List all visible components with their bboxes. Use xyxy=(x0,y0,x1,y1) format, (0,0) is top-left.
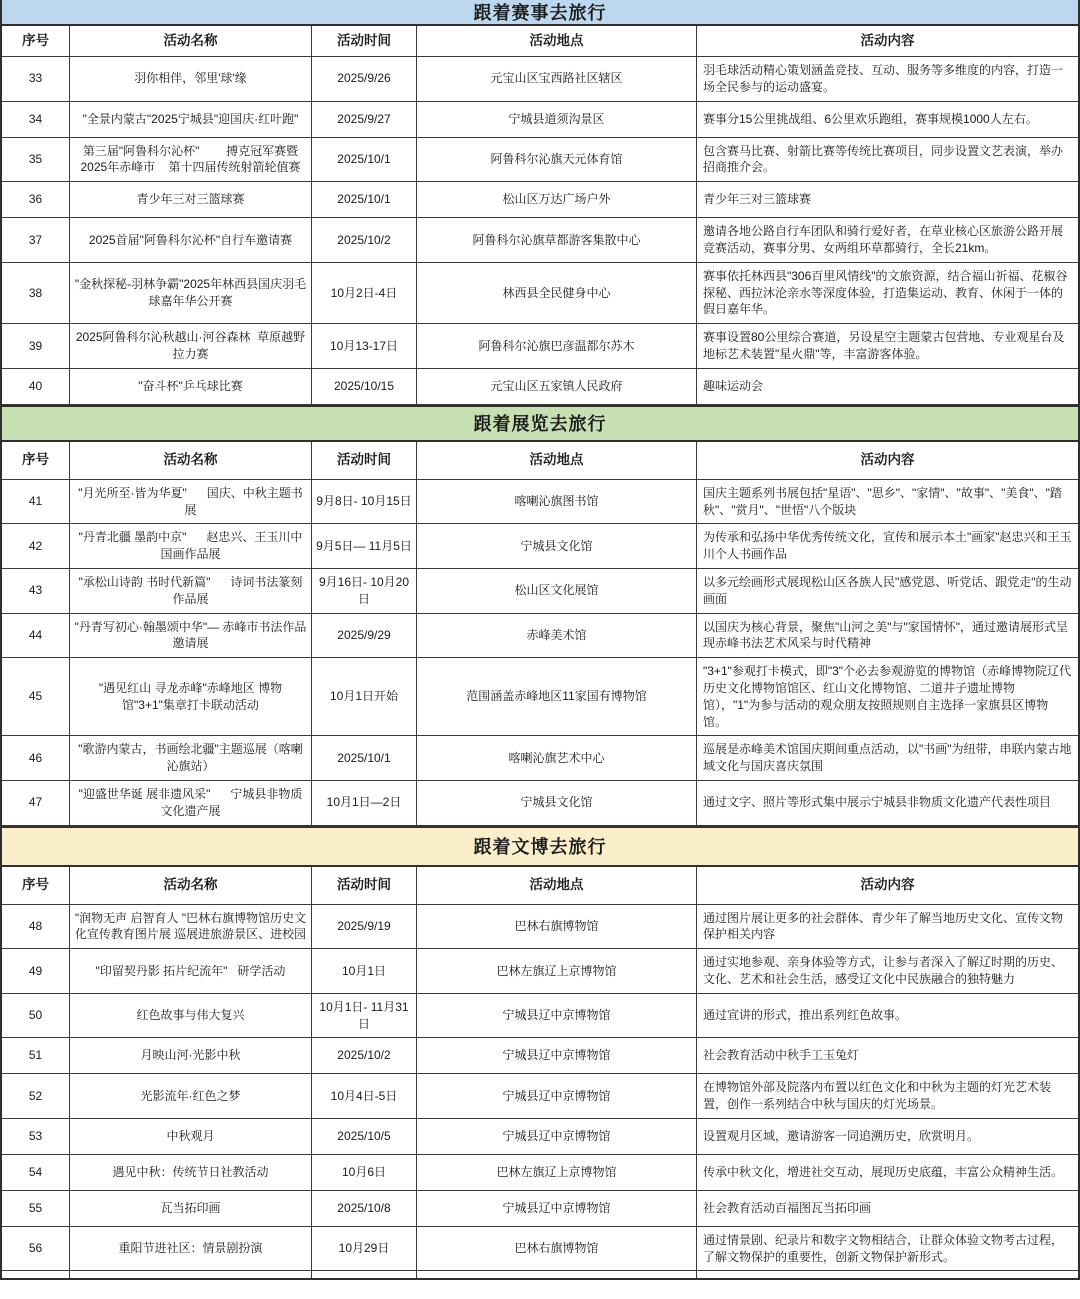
partial-cell xyxy=(2,1271,70,1278)
partial-cell xyxy=(417,1271,697,1278)
cell-serial-number: 36 xyxy=(2,182,70,217)
cell-activity-content: 巡展是赤峰美术馆国庆期间重点活动，以"书画"为纽带，串联内蒙古地域文化与国庆喜庆氛围 xyxy=(703,742,1072,774)
cell-activity-location: 范围涵盖赤峰地区11家国有博物馆 xyxy=(417,658,697,735)
cell-activity-content: 赛事依托林西县"306百里风情线"的文旅资源，结合福山祈福、花椒谷探秘、西拉沐沦亲水等深度体验，打造集运动、教育、休闲于一体的假日嘉年华。 xyxy=(703,268,1068,317)
table-row xyxy=(2,1038,1078,1074)
cell-serial-number: 52 xyxy=(2,1074,70,1118)
cell-activity-time: 2025/10/1 xyxy=(312,138,417,182)
cell-activity-time: 10月6日 xyxy=(312,1155,417,1190)
cell-activity-content: 以国庆为核心背景，聚焦"山河之美"与"家国情怀"，通过邀请展形式呈现赤峰书法艺术风采与时代精神 xyxy=(703,619,1069,651)
cell-serial-number: 34 xyxy=(2,102,70,137)
section-1 xyxy=(2,0,1078,405)
cell-activity-location: 林西县全民健身中心 xyxy=(417,263,697,323)
cell-activity-name: 2025首届"阿鲁科尔沁杯"自行车邀请赛 xyxy=(70,218,312,262)
cell-activity-time: 10月1日 xyxy=(312,949,417,993)
cell-activity-content: 为传承和弘扬中华优秀传统文化，宣传和展示本土"画家"赵忠兴和王玉川个人书画作品 xyxy=(703,530,1072,562)
table-row xyxy=(2,138,1078,183)
table-row xyxy=(2,781,1078,826)
cell-activity-content: 包含赛马比赛、射箭比赛等传统比赛项目，同步设置文艺表演，举办招商推介会。 xyxy=(703,143,1064,175)
column-header: 活动内容 xyxy=(860,451,915,467)
cell-activity-name: 遇见中秋：传统节日社教活动 xyxy=(70,1155,312,1190)
cell-serial-number: 35 xyxy=(2,138,70,182)
cell-activity-location: 巴林右旗博物馆 xyxy=(417,1227,697,1271)
cell-serial-number: 50 xyxy=(2,994,70,1038)
column-header: 活动地点 xyxy=(417,26,697,56)
table-row xyxy=(2,994,1078,1039)
cell-activity-location: 阿鲁科尔沁旗天元体育馆 xyxy=(417,138,697,182)
table-header-row xyxy=(2,867,1078,905)
cell-activity-content: 传承中秋文化，增进社交互动，展现历史底蕴，丰富公众精神生活。 xyxy=(703,1164,1064,1179)
table-row xyxy=(2,369,1078,405)
cell-activity-time: 9月16日- 10月20日 xyxy=(312,569,417,613)
partial-cell xyxy=(697,1271,1078,1278)
table-row xyxy=(2,102,1078,138)
cell-activity-name: "丹青写初心·翰墨颂中华"— 赤峰市书法作品邀请展 xyxy=(70,614,312,658)
column-header: 活动内容 xyxy=(860,32,915,48)
cell-activity-location: 宁城县辽中京博物馆 xyxy=(417,1119,697,1154)
table-row xyxy=(2,658,1078,736)
cell-activity-time: 2025/9/29 xyxy=(312,614,417,658)
section-title: 跟着文博去旅行 xyxy=(2,826,1078,867)
cell-activity-name: 第三届"阿鲁科尔沁杯" 搏克冠军赛暨2025年赤峰市 第十四届传统射箭轮值赛 xyxy=(70,138,312,182)
cell-activity-content: 趣味运动会 xyxy=(703,378,764,393)
section-title: 跟着展览去旅行 xyxy=(2,405,1078,442)
cell-activity-name: 中秋观月 xyxy=(70,1119,312,1154)
column-header: 活动名称 xyxy=(70,867,312,904)
cell-serial-number: 42 xyxy=(2,524,70,568)
cell-activity-name: "承松山诗韵 书时代新篇" 诗词书法篆刻作品展 xyxy=(70,569,312,613)
cell-activity-location: 宁城县文化馆 xyxy=(417,781,697,825)
table-row xyxy=(2,1191,1078,1227)
cell-activity-time: 10月29日 xyxy=(312,1227,417,1271)
cell-activity-location: 巴林左旗辽上京博物馆 xyxy=(417,949,697,993)
cell-activity-time: 2025/10/1 xyxy=(312,182,417,217)
cell-activity-time: 10月4日-5日 xyxy=(312,1074,417,1118)
cell-serial-number: 38 xyxy=(2,263,70,323)
cell-serial-number: 37 xyxy=(2,218,70,262)
cell-serial-number: 41 xyxy=(2,480,70,524)
table-row xyxy=(2,949,1078,994)
cell-activity-content: 以多元绘画形式展现松山区各族人民"感党恩、听党话、跟党走"的生动画面 xyxy=(703,574,1072,606)
cell-activity-time: 9月8日- 10月15日 xyxy=(312,480,417,524)
table-row xyxy=(2,324,1078,369)
cell-activity-location: 元宝山区宝西路社区辖区 xyxy=(417,57,697,101)
table-row xyxy=(2,905,1078,950)
table-row xyxy=(2,736,1078,781)
column-header: 活动时间 xyxy=(312,26,417,56)
table-row xyxy=(2,480,1078,525)
cell-serial-number: 40 xyxy=(2,369,70,404)
cell-activity-name: 青少年三对三篮球赛 xyxy=(70,182,312,217)
cell-activity-time: 2025/10/2 xyxy=(312,218,417,262)
cell-serial-number: 43 xyxy=(2,569,70,613)
table-row xyxy=(2,182,1078,218)
cell-activity-location: 赤峰美术馆 xyxy=(417,614,697,658)
cell-serial-number: 39 xyxy=(2,324,70,368)
cell-activity-location: 巴林左旗辽上京博物馆 xyxy=(417,1155,697,1190)
cell-serial-number: 48 xyxy=(2,905,70,949)
cell-activity-name: "迎盛世华诞 展非遗风采" 宁城县非物质文化遗产展 xyxy=(70,781,312,825)
cell-activity-location: 松山区文化展馆 xyxy=(417,569,697,613)
cell-activity-time: 10月1日- 11月31日 xyxy=(312,994,417,1038)
column-header: 序号 xyxy=(2,26,70,56)
cell-activity-location: 宁城县辽中京博物馆 xyxy=(417,1038,697,1073)
cell-activity-content: 青少年三对三篮球赛 xyxy=(703,192,812,207)
cell-activity-name: 瓦当拓印画 xyxy=(70,1191,312,1226)
cell-activity-name: 羽你相伴，邻里'球'缘 xyxy=(70,57,312,101)
cell-activity-content: 国庆主题系列书展包括"星语"、"思乡"、"家情"、"故事"、"美食"、"踏秋"、"赏月"、"世悟"八个版块 xyxy=(703,485,1062,517)
cell-activity-time: 2025/9/27 xyxy=(312,102,417,137)
cell-serial-number: 44 xyxy=(2,614,70,658)
cell-serial-number: 45 xyxy=(2,658,70,735)
cell-activity-content: 通过图片展让更多的社会群体、青少年了解当地历史文化、宣传文物保护相关内容 xyxy=(703,910,1064,942)
cell-serial-number: 56 xyxy=(2,1227,70,1271)
table-header-row xyxy=(2,26,1078,57)
cell-serial-number: 54 xyxy=(2,1155,70,1190)
table-row xyxy=(2,569,1078,614)
cell-activity-content: 社会教育活动中秋手工玉兔灯 xyxy=(703,1048,860,1063)
column-header: 活动地点 xyxy=(417,442,697,479)
cell-activity-content: 羽毛球活动精心策划涵盖竞技、互动、服务等多维度的内容，打造一场全民参与的运动盛宴。 xyxy=(703,63,1064,94)
cell-activity-location: 元宝山区五家镇人民政府 xyxy=(417,369,697,404)
cell-activity-name: 重阳节进社区：情景剧扮演 xyxy=(70,1227,312,1271)
cell-activity-content: 通过实地参观、亲身体验等方式，让参与者深入了解辽时期的历史、文化、艺术和社会生活，感受辽文化中民族融合的独特魅力 xyxy=(703,955,1064,986)
cell-activity-name: "印留契丹影 拓片纪流年" 研学活动 xyxy=(70,949,312,993)
cell-activity-name: "歌游内蒙古，书画绘北疆"主题巡展（喀喇沁旗站） xyxy=(70,736,312,780)
cell-activity-content: 邀请各地公路自行车团队和骑行爱好者，在草业核心区旅游公路开展竞赛活动，赛事分男、女两组环草都骑行，全长21km。 xyxy=(703,224,1064,255)
cell-serial-number: 33 xyxy=(2,57,70,101)
cell-activity-location: 阿鲁科尔沁旗草都游客集散中心 xyxy=(417,218,697,262)
cell-activity-content: 在博物馆外部及院落内布置以红色文化和中秋为主题的灯光艺术装置，创作一系列结合中秋与国庆的灯光场景。 xyxy=(703,1080,1052,1112)
partial-cell xyxy=(70,1271,312,1278)
cell-activity-time: 2025/9/26 xyxy=(312,57,417,101)
cell-activity-location: 喀喇沁旗图书馆 xyxy=(417,480,697,524)
cell-activity-content: "3+1"参观打卡模式，即"3"个必去参观游览的博物馆（赤峰博物院辽代历史文化博物馆馆区、红山文化博物馆、二道井子遗址博物馆），"1"为参与活动的观众朋友按照规则自主选择一家旗县区博物馆。 xyxy=(703,664,1072,729)
cell-activity-name: 红色故事与伟大复兴 xyxy=(70,994,312,1038)
cell-activity-time: 10月1日开始 xyxy=(312,658,417,735)
table-row xyxy=(2,1227,1078,1272)
cell-serial-number: 51 xyxy=(2,1038,70,1073)
table-row xyxy=(2,1119,1078,1155)
cell-activity-content: 通过文字、照片等形式集中展示宁城县非物质文化遗产代表性项目 xyxy=(703,795,1052,810)
cell-activity-time: 2025/10/2 xyxy=(312,1038,417,1073)
cell-activity-content: 社会教育活动百福图瓦当拓印画 xyxy=(703,1200,872,1215)
cell-activity-name: "遇见红山 寻龙赤峰"赤峰地区 博物馆"3+1"集章打卡联动活动 xyxy=(70,658,312,735)
cell-activity-time: 2025/10/8 xyxy=(312,1191,417,1226)
section-2 xyxy=(2,405,1078,826)
cell-activity-location: 松山区万达广场户外 xyxy=(417,182,697,217)
cell-activity-name: 月映山河·光影中秋 xyxy=(70,1038,312,1073)
cell-activity-location: 宁城县辽中京博物馆 xyxy=(417,994,697,1038)
column-header: 序号 xyxy=(2,867,70,904)
cell-activity-content: 赛事分15公里挑战组、6公里欢乐跑组，赛事规模1000人左右。 xyxy=(703,111,1038,126)
cell-activity-name: "金秋探秘-羽林争霸"2025年林西县国庆羽毛球嘉年华公开赛 xyxy=(70,263,312,323)
cell-activity-time: 10月2日-4日 xyxy=(312,263,417,323)
table-row xyxy=(2,524,1078,569)
cell-activity-time: 10月1日—2日 xyxy=(312,781,417,825)
cell-activity-time: 2025/10/1 xyxy=(312,736,417,780)
section-3 xyxy=(2,826,1078,1272)
cell-activity-name: 2025阿鲁科尔沁秋越山·河谷森林 草原越野拉力赛 xyxy=(70,324,312,368)
table-header-row xyxy=(2,442,1078,480)
column-header: 活动时间 xyxy=(312,867,417,904)
column-header: 活动内容 xyxy=(860,876,915,892)
cell-activity-name: "全景内蒙古"2025宁城县"迎国庆·红叶跑" xyxy=(70,102,312,137)
partial-next-row xyxy=(2,1271,1078,1278)
cell-serial-number: 55 xyxy=(2,1191,70,1226)
cell-serial-number: 53 xyxy=(2,1119,70,1154)
table-row xyxy=(2,218,1078,263)
cell-activity-time: 2025/10/15 xyxy=(312,369,417,404)
cell-activity-name: 光影流年·红色之梦 xyxy=(70,1074,312,1118)
section-title: 跟着赛事去旅行 xyxy=(2,0,1078,26)
table-row xyxy=(2,57,1078,102)
cell-activity-time: 10月13-17日 xyxy=(312,324,417,368)
cell-activity-name: "丹青北疆 墨韵中京" 赵忠兴、王玉川中国画作品展 xyxy=(70,524,312,568)
cell-activity-content: 通过情景剧、纪录片和数字文物相结合，让群众体验文物考古过程，了解文物保护的重要性，创新文物保护新形式。 xyxy=(703,1232,1064,1264)
cell-activity-location: 宁城县辽中京博物馆 xyxy=(417,1074,697,1118)
table-row xyxy=(2,614,1078,659)
cell-activity-location: 宁城县辽中京博物馆 xyxy=(417,1191,697,1226)
cell-activity-location: 宁城县文化馆 xyxy=(417,524,697,568)
column-header: 活动时间 xyxy=(312,442,417,479)
cell-activity-name: "奋斗杯"乒乓球比赛 xyxy=(70,369,312,404)
column-header: 序号 xyxy=(2,442,70,479)
cell-activity-content: 通过宣讲的形式，推出系列红色故事。 xyxy=(703,1008,908,1023)
cell-serial-number: 46 xyxy=(2,736,70,780)
cell-activity-name: "润物无声 启智育人 "巴林右旗博物馆历史文化宣传教育图片展 巡展进旅游景区、进校园 xyxy=(70,905,312,949)
cell-activity-name: "月光所至·皆为华夏" 国庆、中秋主题书展 xyxy=(70,480,312,524)
cell-serial-number: 47 xyxy=(2,781,70,825)
table-row xyxy=(2,263,1078,324)
cell-activity-location: 宁城县道须沟景区 xyxy=(417,102,697,137)
table-row xyxy=(2,1074,1078,1119)
cell-activity-time: 9月5日— 11月5日 xyxy=(312,524,417,568)
cell-activity-location: 巴林右旗博物馆 xyxy=(417,905,697,949)
cell-activity-time: 2025/10/5 xyxy=(312,1119,417,1154)
table-row xyxy=(2,1155,1078,1191)
cell-activity-location: 喀喇沁旗艺术中心 xyxy=(417,736,697,780)
partial-cell xyxy=(312,1271,417,1278)
column-header: 活动名称 xyxy=(70,442,312,479)
cell-activity-content: 赛事设置80公里综合赛道，另设星空主题蒙古包营地、专业观星台及地标艺术装置"星火鼎"等，丰富游客体验。 xyxy=(703,330,1065,361)
cell-activity-time: 2025/9/19 xyxy=(312,905,417,949)
cell-activity-location: 阿鲁科尔沁旗巴彦温都尔苏木 xyxy=(417,324,697,368)
column-header: 活动地点 xyxy=(417,867,697,904)
cell-activity-content: 设置观月区域，邀请游客一同追溯历史，欣赏明月。 xyxy=(703,1128,980,1143)
column-header: 活动名称 xyxy=(70,26,312,56)
cell-serial-number: 49 xyxy=(2,949,70,993)
